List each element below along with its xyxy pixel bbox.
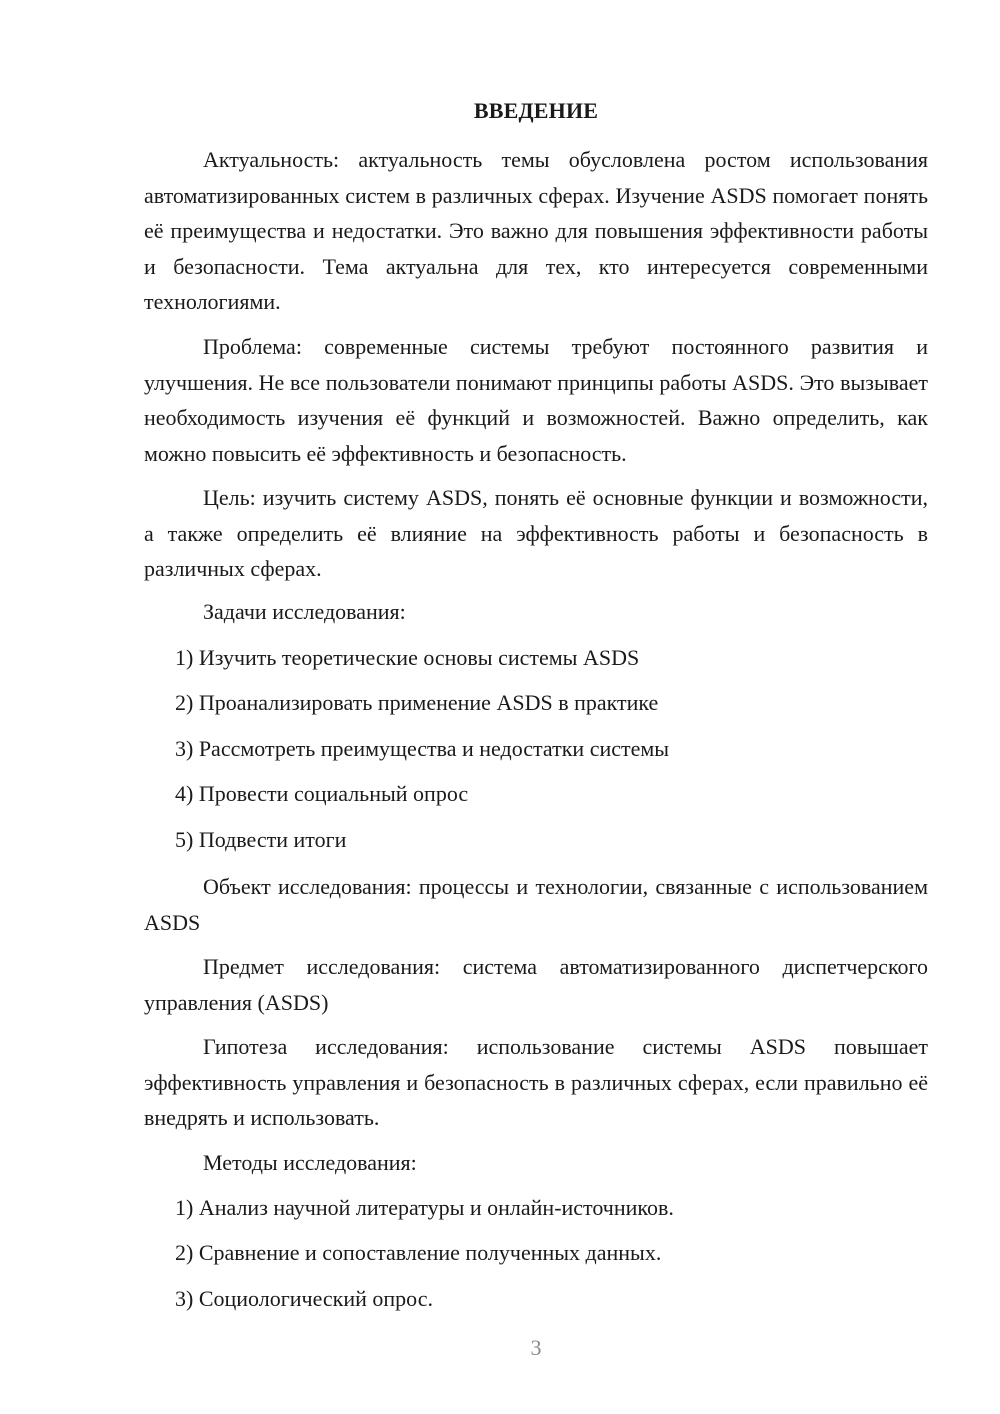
task-item: 3) Рассмотреть преимущества и недостатки системы (175, 736, 670, 761)
tasks-heading: Задачи исследования: (203, 599, 406, 624)
page-number: 3 (530, 1335, 542, 1360)
section-title: ВВЕДЕНИЕ (473, 98, 599, 123)
method-item: 3) Социологический опрос. (175, 1286, 433, 1311)
subject-paragraph: Предмет исследования: система автоматизированного диспетчерского управления (ASDS) (144, 954, 928, 1015)
task-item: 2) Проанализировать применение ASDS в практике (175, 690, 659, 715)
relevance-paragraph: Актуальность: актуальность темы обусловлена ростом использования автоматизированных систем в различных сферах. Изучение ASDS помогает понять её преимущества и недостатки. Это важно для повышения эффективности работы и безопасности. Тема актуальна для тех, кто интересуется современными технологиями. (144, 147, 928, 314)
methods-heading: Методы исследования: (203, 1150, 417, 1175)
hypothesis-paragraph: Гипотеза исследования: использование системы ASDS повышает эффективность управления и безопасность в различных сферах, если правильно её внедрять и использовать. (144, 1034, 928, 1130)
task-item: 5) Подвести итоги (175, 827, 347, 852)
task-item: 4) Провести социальный опрос (175, 781, 469, 806)
goal-paragraph: Цель: изучить систему ASDS, понять её основные функции и возможности, а также определить её влияние на эффективность работы и безопасность в различных сферах. (144, 485, 928, 581)
method-item: 1) Анализ научной литературы и онлайн-источников. (175, 1195, 674, 1220)
problem-paragraph: Проблема: современные системы требуют постоянного развития и улучшения. Не все пользователи понимают принципы работы ASDS. Это вызывает необходимость изучения её функций и возможностей. Важно определить, как можно повысить её эффективность и безопасность. (144, 334, 928, 466)
task-item: 1) Изучить теоретические основы системы ASDS (175, 645, 640, 670)
object-paragraph: Объект исследования: процессы и технологии, связанные с использованием ASDS (144, 874, 928, 935)
method-item: 2) Сравнение и сопоставление полученных данных. (175, 1240, 662, 1265)
